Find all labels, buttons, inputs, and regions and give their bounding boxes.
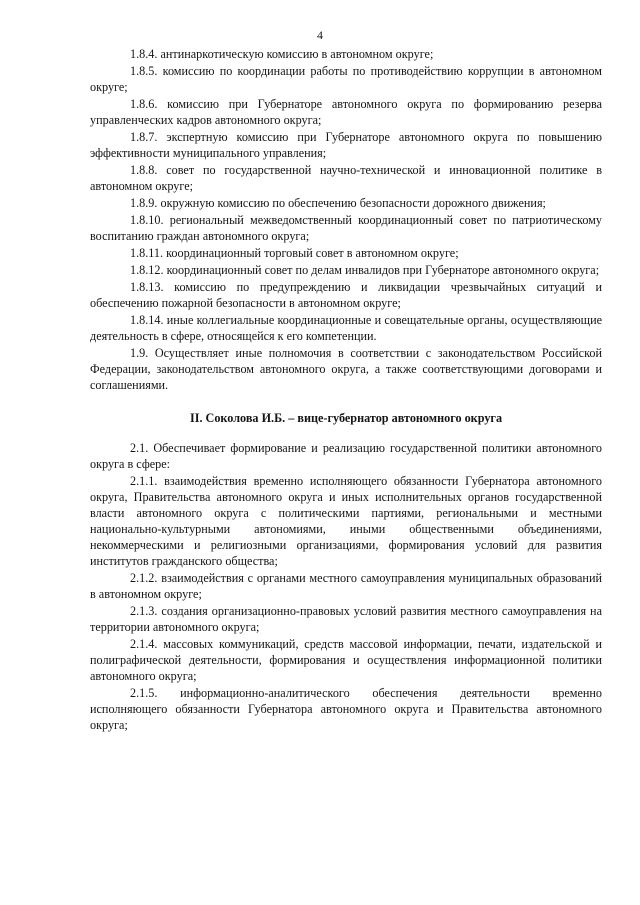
section-1-list xyxy=(90,46,602,734)
paragraph: 1.8.7. экспертную комиссию при Губернаторе автономного округа по повышению эффективности муниципального управления; xyxy=(90,130,602,160)
paragraph: 1.9. Осуществляет иные полномочия в соответствии с законодательством Российской Федерации, законодательством автономного округа, а также соответствующими договорами и соглашениями. xyxy=(90,346,602,392)
paragraph: 1.8.8. совет по государственной научно-технической и инновационной политике в автономном округе; xyxy=(90,163,602,193)
paragraph: 1.8.13. комиссию по предупреждению и ликвидации чрезвычайных ситуаций и обеспечению пожарной безопасности в автономном округе; xyxy=(90,280,602,310)
paragraph: 2.1.4. массовых коммуникаций, средств массовой информации, печати, издательской и полиграфической деятельности, формирования и осуществления информационной политики автономного округа; xyxy=(90,637,602,683)
paragraph: 2.1.5. информационно-аналитического обеспечения деятельности временно исполняющего обязанности Губернатора автономного округа и Правительства автономного округа; xyxy=(90,686,602,732)
paragraph: 2.1.2. взаимодействия с органами местного самоуправления муниципальных образований в автономном округе; xyxy=(90,571,602,601)
paragraph: 1.8.11. координационный торговый совет в автономном округе; xyxy=(130,246,459,260)
paragraph: 2.1.3. создания организационно-правовых условий развития местного самоуправления на территории автономного округа; xyxy=(90,604,602,634)
paragraph: 2.1.1. взаимодействия временно исполняющего обязанности Губернатора автономного округа, Правительства автономного округа и иных исполнительных органов государственной власти автономного округа с политическими партиями, региональными и местными национально-культурными автономиями, иными общественными объединениями, некоммерческими и религиозными организациями, формирования условий для развития институтов гражданского общества; xyxy=(90,474,602,568)
paragraph: 1.8.9. окружную комиссию по обеспечению безопасности дорожного движения; xyxy=(130,196,546,210)
section-heading: II. Соколова И.Б. – вице-губернатор автономного округа xyxy=(189,411,503,425)
paragraph: 1.8.14. иные коллегиальные координационные и совещательные органы, осуществляющие деятельность в сфере, относящейся к его компетенции. xyxy=(90,313,602,343)
paragraph: 2.1. Обеспечивает формирование и реализацию государственной политики автономного округа в сфере: xyxy=(90,441,602,471)
paragraph: 1.8.4. антинаркотическую комиссию в автономном округе; xyxy=(130,47,434,61)
paragraph: 1.8.6. комиссию при Губернаторе автономного округа по формированию резерва управленческих кадров автономного округа; xyxy=(90,97,602,127)
paragraph: 1.8.10. региональный межведомственный координационный совет по патриотическому воспитанию граждан автономного округа; xyxy=(90,213,602,243)
paragraph: 1.8.5. комиссию по координации работы по противодействию коррупции в автономном округе; xyxy=(90,64,602,94)
page-number: 4 xyxy=(317,28,323,42)
paragraph: 1.8.12. координационный совет по делам инвалидов при Губернаторе автономного округа; xyxy=(130,263,600,277)
